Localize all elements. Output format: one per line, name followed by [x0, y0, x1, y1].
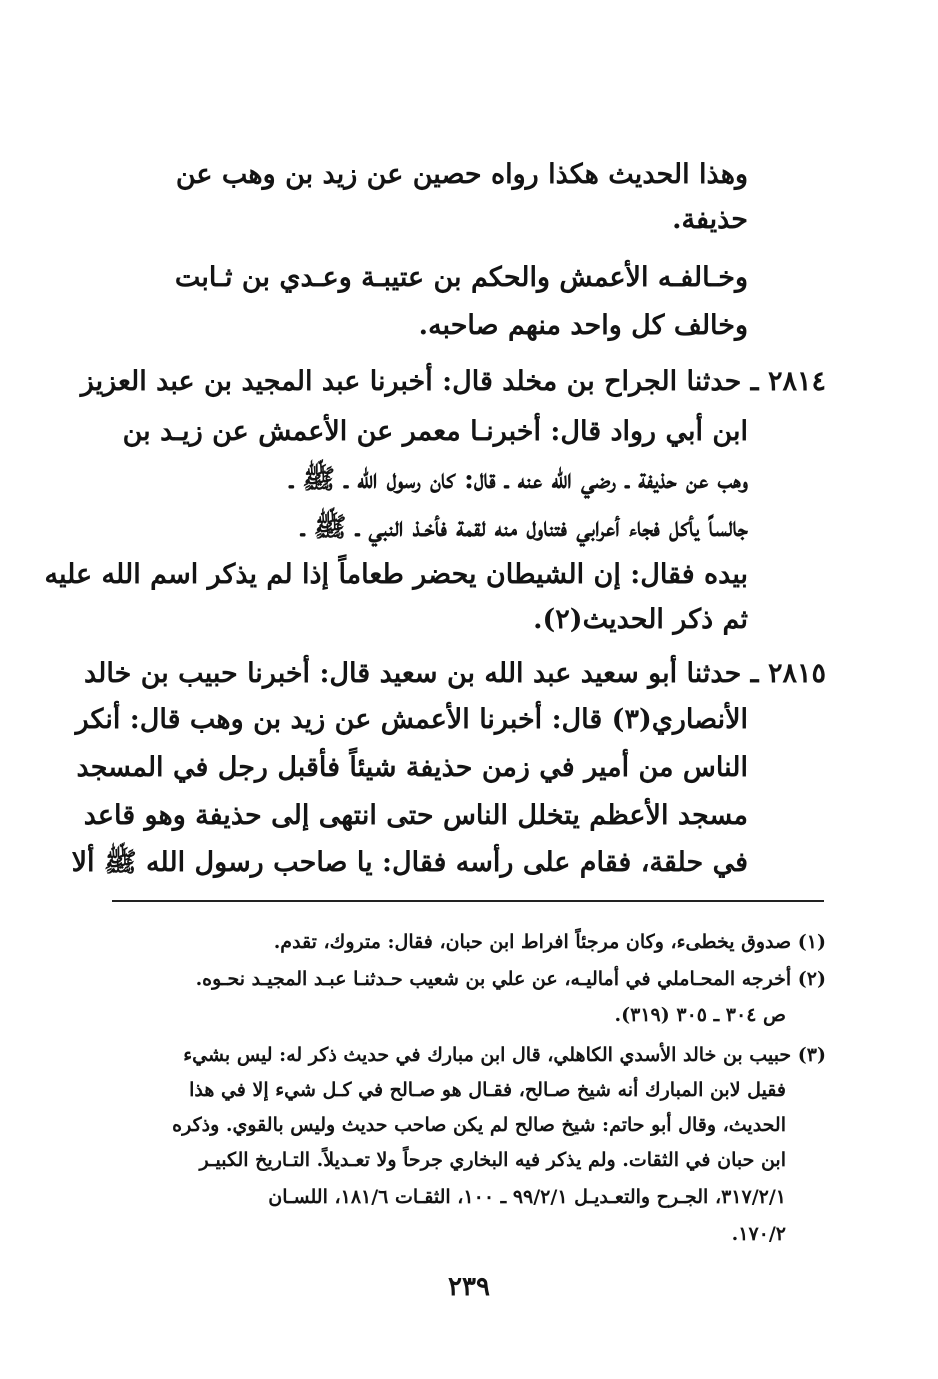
hadith-2814-line: وهب عن حذيفة ـ رضي الله عنه ـ قال: كان رسول الله ـ ﷺ ـ [289, 464, 748, 495]
hadith-2815-first-line: ٢٨١٥ ـ حدثنا أبو سعيد عبد الله بن سعيد قال: أخبرنا حبيب بن خالد [84, 658, 826, 689]
hadith-2815-line: في حلقة، فقام على رأسه فقال: يا صاحب رسول الله ﷺ ألا [71, 847, 748, 878]
hadith-2814-first-line: ٢٨١٤ ـ حدثنا الجراح بن مخلد قال: أخبرنا عبد المجيد بن عبد العزيز [80, 366, 826, 397]
hadith-2815-line: الناس من أمير في زمن حذيفة شيئاً فأقبل رجل في المسجد [76, 752, 748, 783]
hadith-2814-line: بيده فقال: إن الشيطان يحضر طعاماً إذا لم يذكر اسم الله عليه [44, 559, 748, 590]
hadith-2814-line: جالساً يأكل فجاء أعرابي فتناول منه لقمة فأخـذ النبي ـ ﷺ ـ [300, 512, 748, 543]
footnote-3: (٣) حبيب بن خالد الأسدي الكاهلي، قال ابن مبارك في حديث ذكر له: ليس بشيء [183, 1044, 826, 1066]
footnote-3-line: ابن حبان في الثقات. ولم يذكر فيه البخاري جرحاً ولا تعـديلاً. التـاريخ الكبيـر [199, 1149, 786, 1171]
para1-line2: حذيفة. [672, 204, 748, 235]
footnote-1: (١) صدوق يخطىء، وكان مرجئاً افراط ابن حبان، فقال: متروك، تقدم. [273, 931, 826, 953]
para1-line1: وهذا الحديث هكذا رواه حصين عن زيد بن وهب عن [175, 159, 748, 190]
footnote-2: (٢) أخرجه المحـاملي في أماليـه، عن علي بن شعيب حـدثنـا عبـد المجيـد نحـوه. [195, 968, 826, 990]
hadith-2815-line: مسجد الأعظم يتخلل الناس حتى انتهى إلى حذيفة وهو قاعد [83, 800, 748, 831]
para2-line1: وخـالفـه الأعمش والحكم بن عتيبـة وعـدي بن ثـابت [174, 262, 748, 293]
page-number: ٢٣٩ [448, 1272, 490, 1302]
footnote-3-line: فقيل لابن المبارك أنه شيخ صـالح، فقـال هو صـالح في كـل شيء إلا في هذا [189, 1079, 786, 1101]
footnote-separator [112, 900, 824, 902]
hadith-2814-line: ابن أبي رواد قال: أخبرنـا معمر عن الأعمش عن زيـد بن [122, 416, 748, 447]
footnote-2-line: ص ٣٠٤ ـ ٣٠٥ (٣١٩). [614, 1004, 786, 1026]
hadith-2814-line: ثم ذكر الحديث(٢). [533, 604, 748, 635]
footnote-3-line: ١٧٠/٢. [731, 1223, 786, 1245]
footnote-3-line: الحديث، وقال أبو حاتم: شيخ صالح لم يكن صاحب حديث وليس بالقوي. وذكره [172, 1114, 786, 1136]
hadith-2815-line: الأنصاري(٣) قال: أخبرنا الأعمش عن زيد بن وهب قال: أنكر [75, 704, 748, 735]
footnote-3-line: ٣١٧/٢/١، الجـرح والتعـديـل ٩٩/٢/١ ـ ١٠٠، الثقـات ١٨١/٦، اللسـان [268, 1186, 786, 1208]
para2-line2: وخالف كل واحد منهم صاحبه. [418, 310, 748, 341]
